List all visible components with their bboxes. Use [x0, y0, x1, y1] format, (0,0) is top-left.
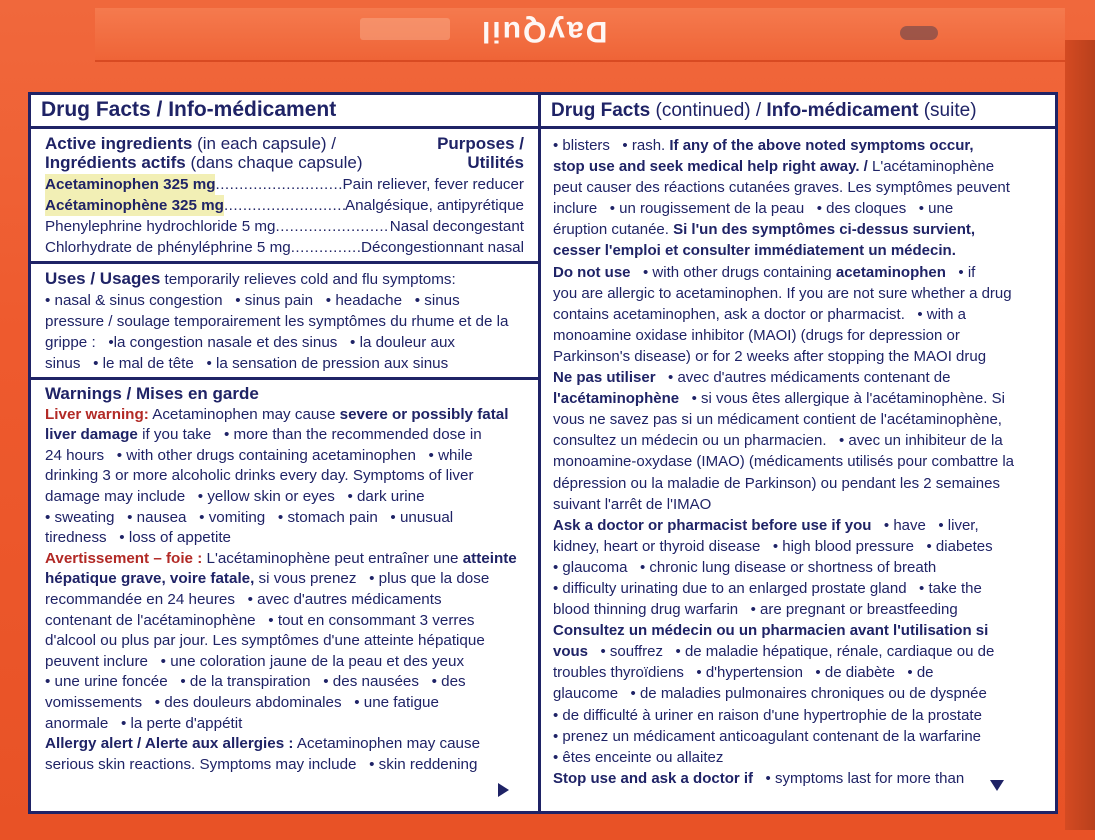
- ask-doctor-block: [553, 515, 1043, 789]
- continue-arrow-icon: [498, 783, 509, 797]
- text-line: [45, 446, 524, 467]
- active-ingredients-heading: [45, 134, 524, 172]
- skin-reaction-block: [553, 135, 1043, 262]
- text-line: [553, 388, 1043, 409]
- text-line: [553, 620, 1043, 641]
- active-ingredients-note-en: (in each capsule) /: [192, 134, 337, 153]
- text-run: • de difficulté à uriner en raison d'une hypertrophie de la prostate: [553, 706, 982, 724]
- text-run: vous ne savez pas si un médicament contient de l'acétaminophène,: [553, 411, 1002, 429]
- text-run: L'acétaminophène: [867, 158, 995, 176]
- text-run: damage may include • yellow skin or eyes • dark urine: [45, 487, 425, 505]
- text-run: consultez un médecin ou un pharmacien. • avec un inhibiteur de la: [553, 432, 1003, 450]
- liver-warning-label-fr: Avertissement – foie :: [45, 549, 203, 567]
- text-run-bold: Consultez un médecin ou un pharmacien avant l'utilisation si: [553, 622, 989, 640]
- text-run: L'acétaminophène peut entraîner une: [202, 549, 463, 567]
- right-header-title: Drug Facts: [551, 100, 651, 121]
- text-run-bold: Si l'un des symptômes ci-dessus survient,: [673, 221, 976, 239]
- text-line: [553, 430, 1043, 451]
- ingredient-name: Phenylephrine hydrochloride 5 mg: [45, 218, 276, 235]
- text-run: • glaucoma • chronic lung disease or shortness of breath: [553, 558, 937, 576]
- text-line: [45, 631, 524, 652]
- uses-line: grippe : •la congestion nasale et des sinus • la douleur aux: [45, 334, 455, 351]
- uses-line: temporarily relieves cold and flu symptoms:: [160, 271, 456, 288]
- text-run-bold: hépatique grave, voire fatale,: [45, 570, 255, 588]
- text-line: [553, 198, 1043, 219]
- ingredient-row: [45, 237, 524, 258]
- text-line: [45, 590, 524, 611]
- active-ingredients-title-fr: Ingrédients actifs: [45, 153, 186, 172]
- text-run: • avec d'autres médicaments contenant de: [655, 369, 951, 387]
- ingredient-row: [45, 216, 524, 237]
- text-run: éruption cutanée.: [553, 221, 674, 239]
- uses-section: [31, 264, 538, 380]
- text-line: [553, 156, 1043, 177]
- ingredient-name: Acetaminophen 325 mg: [45, 176, 216, 193]
- text-run: blood thinning drug warfarin • are pregnant or breastfeeding: [553, 601, 958, 619]
- ingredient-name: Acétaminophène 325 mg: [45, 197, 224, 214]
- text-line: [553, 283, 1043, 304]
- text-run-bold: Ne pas utiliser: [553, 369, 656, 387]
- text-run: Parkinson's disease) or for 2 weeks after stopping the MAOI drug: [553, 347, 987, 365]
- text-run-bold: severe or possibly fatal: [339, 405, 509, 423]
- do-not-use-block: [553, 262, 1043, 515]
- text-run-bold: cesser l'emploi et consulter immédiatement un médecin.: [553, 242, 956, 260]
- ingredient-row: [45, 174, 524, 195]
- text-line: [553, 135, 1043, 156]
- text-run: if you take • more than the recommended dose in: [137, 426, 482, 444]
- text-line: [553, 325, 1043, 346]
- text-line: [45, 528, 524, 549]
- text-line: [553, 768, 1043, 789]
- text-run: peuvent inclure • une coloration jaune de la peau et des yeux: [45, 652, 465, 670]
- text-run: troubles thyroïdiens • d'hypertension • de diabète • de: [553, 664, 934, 682]
- liver-warning-en: [45, 405, 524, 549]
- purposes-title-en: Purposes /: [437, 134, 524, 153]
- right-header-note-fr: (suite): [918, 100, 977, 121]
- text-line: [45, 693, 524, 714]
- uses-line: • nasal & sinus congestion • sinus pain • headache • sinus: [45, 292, 460, 309]
- drug-facts-panel: [28, 92, 1058, 814]
- text-run: • if: [945, 263, 976, 281]
- text-run-bold: liver damage: [45, 426, 138, 444]
- text-run: • êtes enceinte ou allaitez: [553, 748, 724, 766]
- text-run-bold: vous: [553, 643, 589, 661]
- text-line: [553, 367, 1043, 388]
- allergy-alert-label: Allergy alert / Alerte aux allergies :: [45, 735, 294, 753]
- uses-line: pressure / soulage temporairement les symptômes du rhume et de la: [45, 313, 509, 330]
- text-line: [553, 409, 1043, 430]
- text-line: [553, 494, 1043, 515]
- warnings-section: [31, 380, 538, 779]
- text-run: recommandée en 24 heures • avec d'autres médicaments: [45, 590, 442, 608]
- brand-subtitle-mark: [360, 18, 450, 40]
- left-column: [31, 95, 541, 811]
- text-line: [553, 515, 1043, 536]
- text-run: peut causer des réactions cutanées graves. Les symptômes peuvent: [553, 179, 1010, 197]
- text-run-bold: l'acétaminophène: [553, 390, 680, 408]
- leader-dots: [224, 195, 345, 216]
- warnings-title: Warnings / Mises en garde: [45, 384, 259, 403]
- text-line: [45, 652, 524, 673]
- text-run: you are allergic to acetaminophen. If you are not sure whether a drug: [553, 284, 1012, 302]
- text-run: Acetaminophen may cause: [148, 405, 340, 423]
- text-line: [553, 557, 1043, 578]
- text-run: d'alcool ou plus par jour. Les symptômes d'une atteinte hépatique: [45, 632, 485, 650]
- left-header: Drug Facts / Info-médicament: [31, 95, 538, 129]
- text-line: [45, 569, 524, 590]
- text-run: glaucome • de maladies pulmonaires chroniques ou de dyspnée: [553, 685, 987, 703]
- text-run: • souffrez • de maladie hépatique, rénale, cardiaque ou de: [588, 643, 995, 661]
- text-run: • blisters • rash.: [553, 137, 670, 154]
- text-run-bold: Ask a doctor or pharmacist before use if you: [553, 516, 872, 534]
- text-line: [553, 747, 1043, 768]
- text-run-bold: acetaminophen: [835, 263, 946, 281]
- text-line: [553, 641, 1043, 662]
- text-line: [553, 683, 1043, 704]
- right-header: [541, 95, 1055, 129]
- leader-dots: [275, 216, 389, 237]
- active-ingredients-title-en: Active ingredients: [45, 134, 193, 153]
- right-header-title-fr: Info-médicament: [766, 100, 919, 121]
- text-line: [553, 473, 1043, 494]
- text-line: [553, 240, 1043, 261]
- text-run: • une urine foncée • de la transpiration • des nausées • des: [45, 673, 466, 691]
- text-line: [553, 451, 1043, 472]
- text-run: contenant de l'acétaminophène • tout en consommant 3 verres: [45, 611, 475, 629]
- right-header-note: (continued) /: [650, 100, 767, 121]
- text-run: suivant l'arrêt de l'IMAO: [553, 495, 712, 513]
- active-ingredients-note-fr: (dans chaque capsule): [185, 153, 363, 172]
- text-run: drinking 3 or more alcoholic drinks every day. Symptoms of liver: [45, 467, 474, 485]
- allergy-alert-text: Acetaminophen may cause: [293, 735, 481, 753]
- text-line: [45, 549, 524, 570]
- text-run: monoamine oxidase inhibitor (MAOI) (drugs for depression or: [553, 326, 960, 344]
- text-run: tiredness • loss of appetite: [45, 529, 231, 547]
- active-ingredients-section: [31, 129, 538, 264]
- text-line: [45, 405, 524, 426]
- ingredient-purpose: Analgésique, antipyrétique: [344, 197, 524, 214]
- text-run: • si vous êtes allergique à l'acétaminophène. Si: [679, 390, 1005, 408]
- right-column: [541, 95, 1055, 811]
- text-line: [553, 726, 1043, 747]
- text-run: • difficulty urinating due to an enlarged prostate gland • take the: [553, 579, 982, 597]
- text-run: • sweating • nausea • vomiting • stomach pain • unusual: [45, 508, 454, 526]
- ingredient-name: Chlorhydrate de phényléphrine 5 mg: [45, 239, 291, 256]
- text-run: • with other drugs containing: [630, 263, 836, 281]
- brand-badge: [900, 26, 938, 40]
- liver-warning-fr: [45, 549, 524, 734]
- text-line: [45, 714, 524, 735]
- text-line: [45, 487, 524, 508]
- text-line: [553, 304, 1043, 325]
- ingredient-row: [45, 195, 524, 216]
- uses-line: sinus • le mal de tête • la sensation de pression aux sinus: [45, 355, 449, 372]
- text-run-bold: atteinte: [462, 549, 517, 567]
- text-run: inclure • un rougissement de la peau • des cloques • une: [553, 200, 954, 218]
- allergy-alert-text: serious skin reactions. Symptoms may include • skin reddening: [45, 755, 478, 773]
- text-run: anormale • la perte d'appétit: [45, 714, 243, 732]
- text-line: [45, 611, 524, 632]
- text-run: • have • liver,: [871, 516, 979, 534]
- ingredient-rows: [45, 174, 524, 258]
- continued-section: [541, 129, 1055, 793]
- leader-dots: [291, 237, 361, 258]
- text-line: [553, 536, 1043, 557]
- text-run: si vous prenez • plus que la dose: [254, 570, 490, 588]
- text-line: [45, 508, 524, 529]
- text-line: [553, 705, 1043, 726]
- liver-warning-label: Liver warning:: [45, 405, 149, 423]
- ingredient-purpose: Nasal decongestant: [389, 218, 524, 235]
- brand-logo-mirrored: DayQuil: [480, 15, 608, 48]
- ingredient-purpose: Pain reliever, fever reducer: [342, 176, 524, 193]
- text-run: vomissements • des douleurs abdominales • une fatigue: [45, 693, 439, 711]
- text-line: [553, 262, 1043, 283]
- text-line: [45, 672, 524, 693]
- text-line: [553, 662, 1043, 683]
- text-run: contains acetaminophen, ask a doctor or pharmacist. • with a: [553, 305, 966, 323]
- uses-title: Uses / Usages: [45, 269, 161, 288]
- text-line: [553, 599, 1043, 620]
- text-run: 24 hours • with other drugs containing acetaminophen • while: [45, 446, 473, 464]
- text-line: [553, 346, 1043, 367]
- text-run: • prenez un médicament anticoagulant contenant de la warfarine: [553, 727, 982, 745]
- text-run-bold: Stop use and ask a doctor if: [553, 769, 754, 787]
- text-run: • symptoms last for more than: [753, 769, 965, 787]
- leader-dots: [215, 174, 342, 195]
- carton-side: [1065, 40, 1095, 830]
- text-run: dépression ou la maladie de Parkinson) ou pendant les 2 semaines: [553, 474, 1000, 492]
- text-run-bold: Do not use: [553, 263, 631, 281]
- text-run-bold: stop use and seek medical help right away. /: [553, 158, 868, 176]
- text-run-bold: If any of the above noted symptoms occur,: [669, 137, 974, 154]
- text-line: [45, 425, 524, 446]
- ingredient-purpose: Décongestionnant nasal: [361, 239, 524, 256]
- text-line: [45, 466, 524, 487]
- text-line: [553, 177, 1043, 198]
- text-line: [553, 578, 1043, 599]
- continue-down-arrow-icon: [990, 780, 1004, 791]
- text-run: kidney, heart or thyroid disease • high blood pressure • diabetes: [553, 537, 993, 555]
- text-run: monoamine-oxydase (IMAO) (médicaments utilisés pour combattre la: [553, 453, 1015, 471]
- purposes-title-fr: Utilités: [467, 153, 524, 172]
- text-line: [553, 219, 1043, 240]
